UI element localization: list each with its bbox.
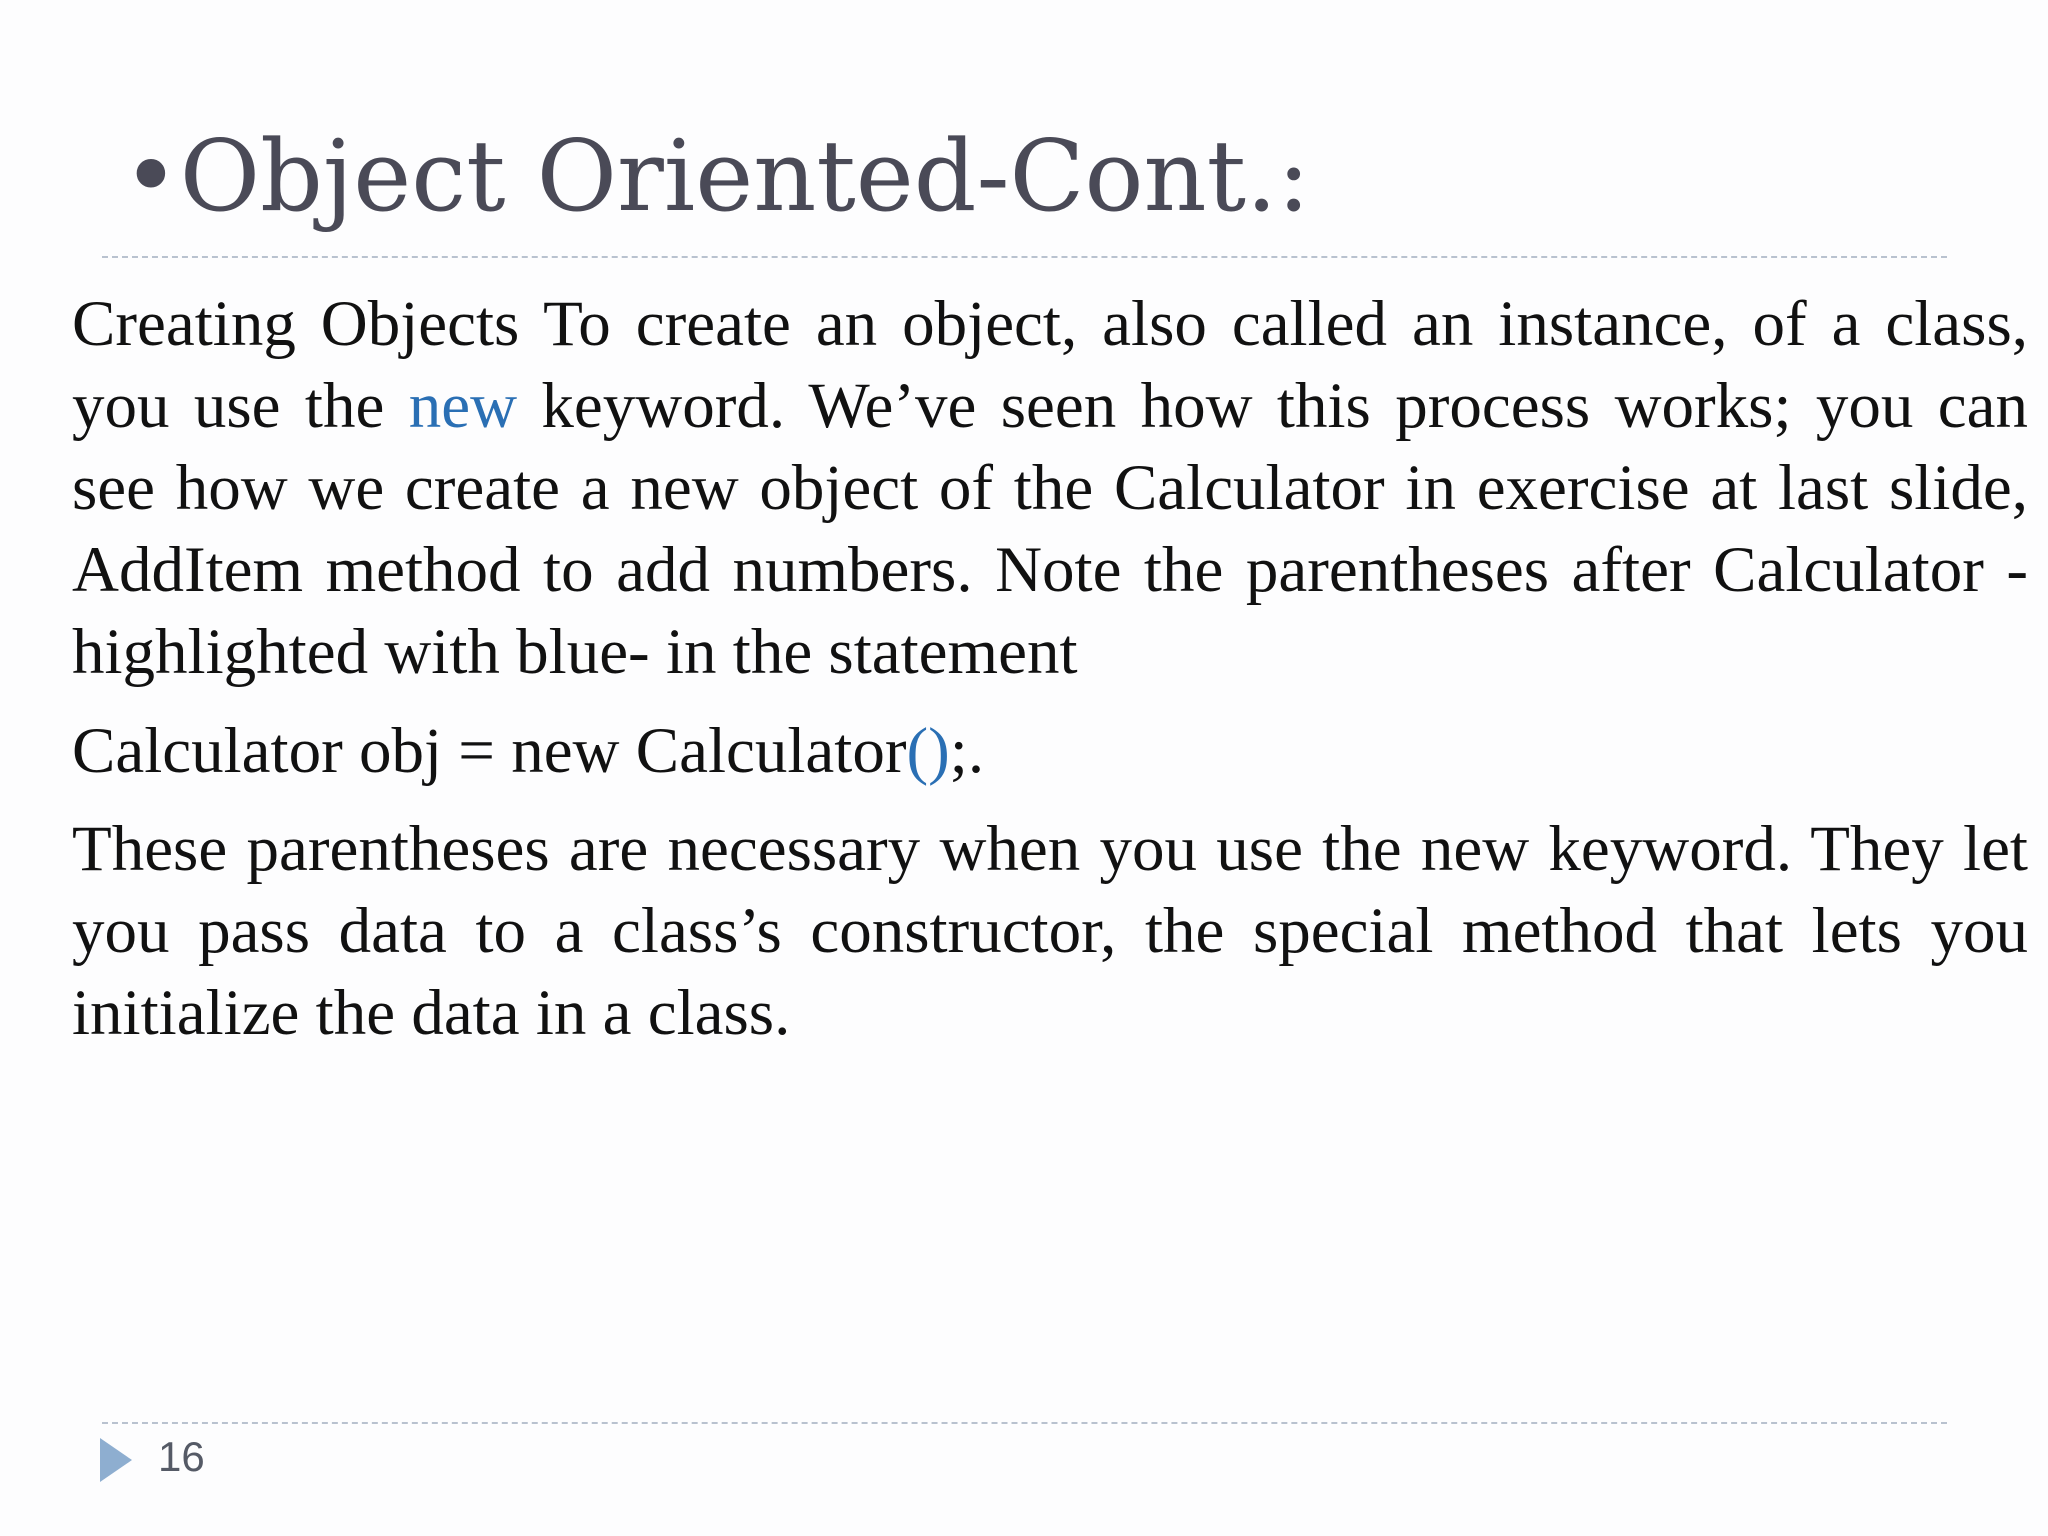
footer-divider <box>102 1422 1947 1424</box>
page-number: 16 <box>158 1433 205 1480</box>
title-divider <box>102 256 1947 258</box>
slide-body <box>72 283 2028 1054</box>
new-keyword-highlight: new <box>408 370 518 442</box>
paragraph-1-text-start: Creating Objects To create an object, also called an instance, of a class, you use the <box>72 288 2028 442</box>
paragraph-1-text-end: keyword. We’ve seen how this process works; you can see how we create a new object of the Calculator in exercise at last slide, AddItem method to add numbers. Note the parentheses after Calculator -highlighted with blue- in the statement <box>72 370 2028 688</box>
code-statement-end: ;. <box>949 715 985 787</box>
body-paragraph-1 <box>72 283 2028 693</box>
highlighted-parentheses: () <box>906 715 950 787</box>
code-statement <box>72 710 2028 792</box>
slide-title: •Object Oriented-Cont.: <box>122 120 1311 234</box>
body-paragraph-2: These parentheses are necessary when you use the new keyword. They let you pass data to a class’s constructor, the special method that lets you initialize the data in a class. <box>72 813 2028 1049</box>
triangle-right-icon <box>100 1438 132 1482</box>
code-statement-start: Calculator obj = new Calculator <box>72 715 907 787</box>
